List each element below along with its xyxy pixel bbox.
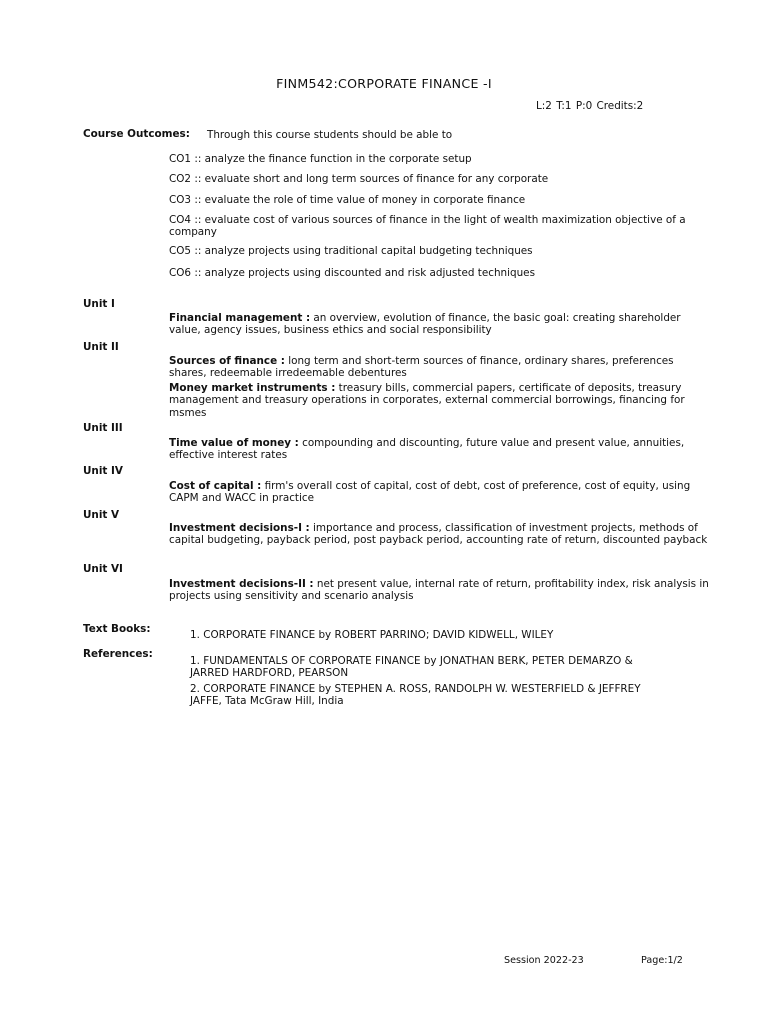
outcome-item: CO4 :: evaluate cost of various sources of finance in the light of wealth maximization objective of a company xyxy=(169,214,686,239)
outcome-item: CO6 :: analyze projects using discounted and risk adjusted techniques xyxy=(169,267,535,279)
unit-label: Unit IV xyxy=(83,465,123,477)
outcome-item: CO1 :: analyze the finance function in the corporate setup xyxy=(169,153,472,165)
unit-topic xyxy=(169,522,709,547)
topic-text: importance and process, classification of investment projects, methods of capital budgeting, payback period, post payback period, accounting rate of return, discounted payback xyxy=(169,522,708,547)
unit-topic xyxy=(169,355,709,380)
unit-label: Unit I xyxy=(83,298,115,310)
text-book-item: 1. CORPORATE FINANCE by ROBERT PARRINO; DAVID KIDWELL, WILEY xyxy=(190,629,554,641)
topic-heading: Money market instruments : xyxy=(169,382,336,394)
topic-text: an overview, evolution of finance, the basic goal: creating shareholder value, agency issues, business ethics and social responsibility xyxy=(169,312,681,337)
topic-text: compounding and discounting, future value and present value, annuities, effective interest rates xyxy=(169,437,685,462)
text-books-label: Text Books: xyxy=(83,623,151,635)
unit-topic xyxy=(169,480,709,505)
page-title: FINM542:CORPORATE FINANCE -I xyxy=(276,76,492,91)
unit-topic xyxy=(169,437,709,462)
outcome-item: CO2 :: evaluate short and long term sources of finance for any corporate xyxy=(169,173,549,185)
topic-heading: Financial management : xyxy=(169,312,311,324)
references-label: References: xyxy=(83,648,153,660)
course-outcomes-label: Course Outcomes: xyxy=(83,128,190,140)
course-outcomes-intro: Through this course students should be able to xyxy=(207,129,453,141)
topic-heading: Time value of money : xyxy=(169,437,299,449)
unit-label: Unit II xyxy=(83,341,119,353)
unit-label: Unit III xyxy=(83,422,123,434)
topic-text: net present value, internal rate of return, profitability index, risk analysis in projects using sensitivity and scenario analysis xyxy=(169,578,709,603)
topic-text: firm's overall cost of capital, cost of debt, cost of preference, cost of equity, using CAPM and WACC in practice xyxy=(169,480,691,505)
unit-topic xyxy=(169,382,699,419)
topic-heading: Cost of capital : xyxy=(169,480,262,492)
unit-topic xyxy=(169,312,709,337)
session-label: Session 2022-23 xyxy=(504,955,584,966)
credit-structure: L:2 T:1 P:0 Credits:2 xyxy=(536,100,644,112)
outcome-item: CO3 :: evaluate the role of time value of money in corporate finance xyxy=(169,194,526,206)
unit-label: Unit V xyxy=(83,509,120,521)
topic-heading: Investment decisions-II : xyxy=(169,578,314,590)
reference-item: 2. CORPORATE FINANCE by STEPHEN A. ROSS, RANDOLPH W. WESTERFIELD & JEFFREY JAFFE, Tata McGraw Hill, India xyxy=(190,683,641,708)
topic-heading: Sources of finance : xyxy=(169,355,285,367)
outcome-item: CO5 :: analyze projects using traditional capital budgeting techniques xyxy=(169,245,533,257)
reference-item: 1. FUNDAMENTALS OF CORPORATE FINANCE by JONATHAN BERK, PETER DEMARZO & JARRED HARDFORD, PEARSON xyxy=(190,655,633,680)
page-number: Page:1/2 xyxy=(641,955,683,966)
unit-topic xyxy=(169,578,709,603)
topic-heading: Investment decisions-I : xyxy=(169,522,310,534)
topic-text: long term and short-term sources of finance, ordinary shares, preferences shares, redeemable irredeemable debentures xyxy=(169,355,674,380)
topic-text: treasury bills, commercial papers, certificate of deposits, treasury management and treasury operations in corporates, external commercial borrowings, financing for msmes xyxy=(169,382,685,419)
unit-label: Unit VI xyxy=(83,563,123,575)
